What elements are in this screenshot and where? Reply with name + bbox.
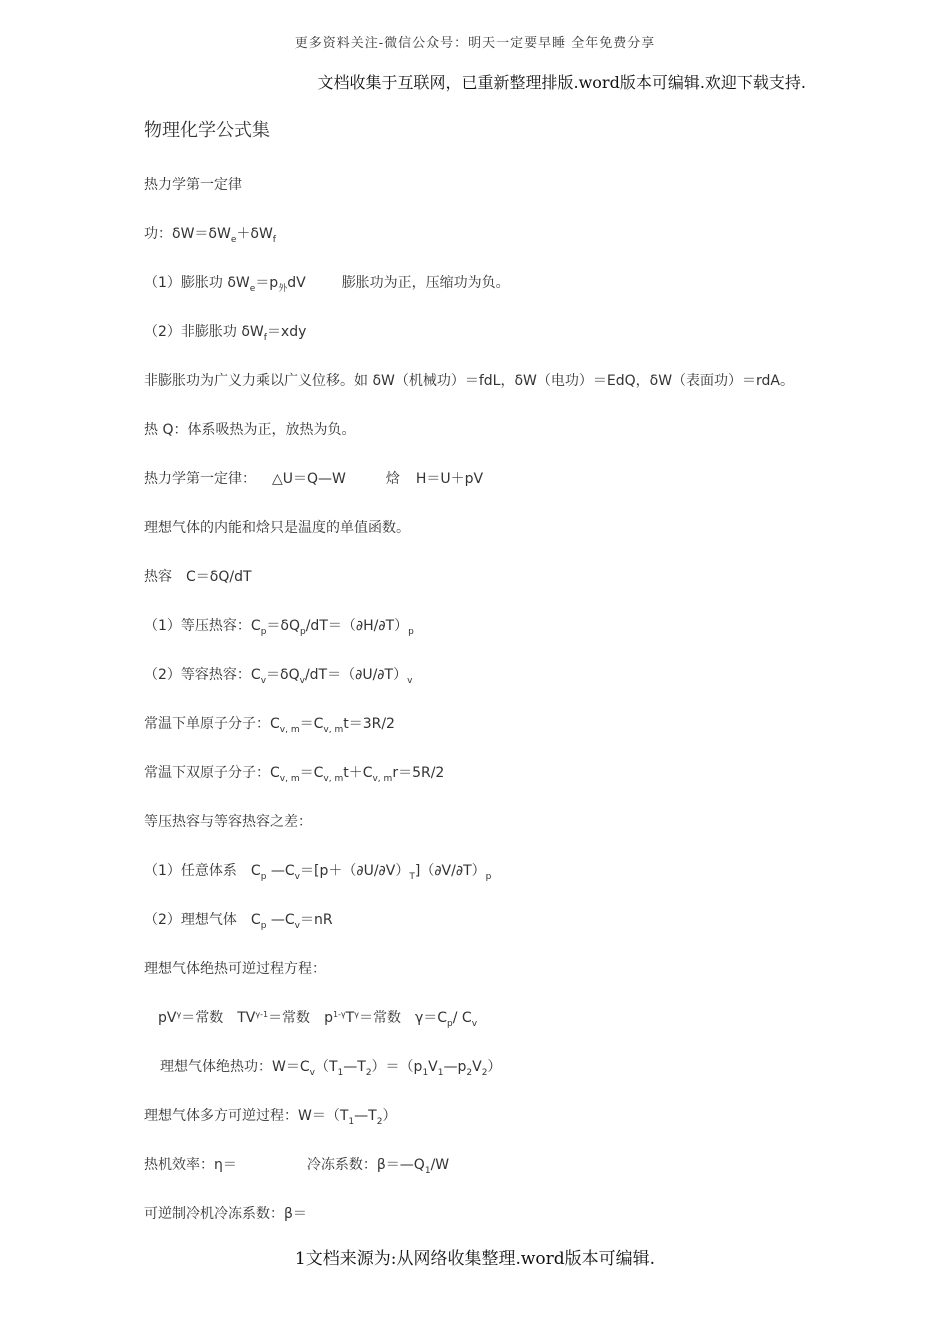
formula-first-law: 热力学第一定律： △U＝Q—W 焓 H＝U＋pV (144, 471, 484, 487)
text-cp-cv-difference: 等压热容与等容热容之差： (144, 814, 312, 830)
formula-reversible-refrigerator: 可逆制冷机冷冻系数：β＝ (144, 1206, 307, 1222)
formula-expansion-work: （1）膨胀功 $\delta W_e=p_外dV$ 膨胀功为正，压缩功为负。 (144, 275, 510, 294)
section-heading-first-law: 热力学第一定律 (144, 177, 242, 193)
formula-adiabatic-work: 理想气体绝热功：$W=C_v(T_1—T_2)=(p_1V_1—p_2V_2)$ (160, 1059, 502, 1078)
text-heat-sign: 热 Q：体系吸热为正，放热为负。 (144, 422, 356, 438)
formula-cp-cv-general: （1）任意体系 $C_p$ $—C_v=[p+(\partial U/\partial V)_T](\partial V/\partial T)_p$ (144, 863, 492, 882)
page-footer: 1文档来源为:从网络收集整理.word版本可编辑. (294, 1249, 656, 1269)
top-banner: 更多资料关注-微信公众号：明天一定要早睡 全年免费分享 (294, 36, 656, 51)
formula-work: 功：$\delta W=\delta W_e+\delta W_f$ (144, 226, 276, 245)
formula-monatomic: 常温下单原子分子：$C_{v, m}=C_{v, m}t=3R/2$ (144, 716, 395, 735)
formula-polytropic-work: 理想气体多方可逆过程：$W=(T_1—T_2)$ (144, 1108, 397, 1127)
formula-heat-capacity: 热容 C＝δQ/dT (144, 569, 252, 585)
formula-non-expansion-work: （2）非膨胀功 $\delta W_f=xdy$ (144, 324, 307, 343)
formula-adiabatic-equations: $pV^\gamma=$常数 $TV^{\gamma-1}=$常数 $p^{1-\gamma}T^\gamma=$常数 $\gamma=C_p/$ $C_v$ (158, 1010, 478, 1029)
text-ideal-gas-energy: 理想气体的内能和焓只是温度的单值函数。 (144, 520, 410, 536)
formula-cp: （1）等压热容：$C_p=\delta Q_p/dT=(\partial H/\partial T)_p$ (144, 618, 414, 637)
document-title: 物理化学公式集 (144, 120, 270, 141)
text-generalized-work: 非膨胀功为广义力乘以广义位移。如 δW（机械功）＝fdL，δW（电功）＝EdQ，δW（表面功）＝rdA。 (144, 373, 795, 389)
text-adiabatic-heading: 理想气体绝热可逆过程方程： (144, 961, 326, 977)
header-note: 文档收集于互联网，已重新整理排版.word版本可编辑.欢迎下载支持. (317, 73, 806, 92)
formula-cv: （2）等容热容：$C_v=\delta Q_v/dT=(\partial U/\partial T)_v$ (144, 667, 413, 686)
formula-diatomic: 常温下双原子分子：$C_{v, m}=C_{v, m}t+C_{v, m}r=5R/2$ (144, 765, 445, 784)
formula-cp-cv-ideal: （2）理想气体 $C_p$ $—C_v=nR$ (144, 912, 333, 931)
formula-efficiency: 热机效率：η＝ 冷冻系数：$\beta=—Q_1/W$ (144, 1157, 450, 1176)
